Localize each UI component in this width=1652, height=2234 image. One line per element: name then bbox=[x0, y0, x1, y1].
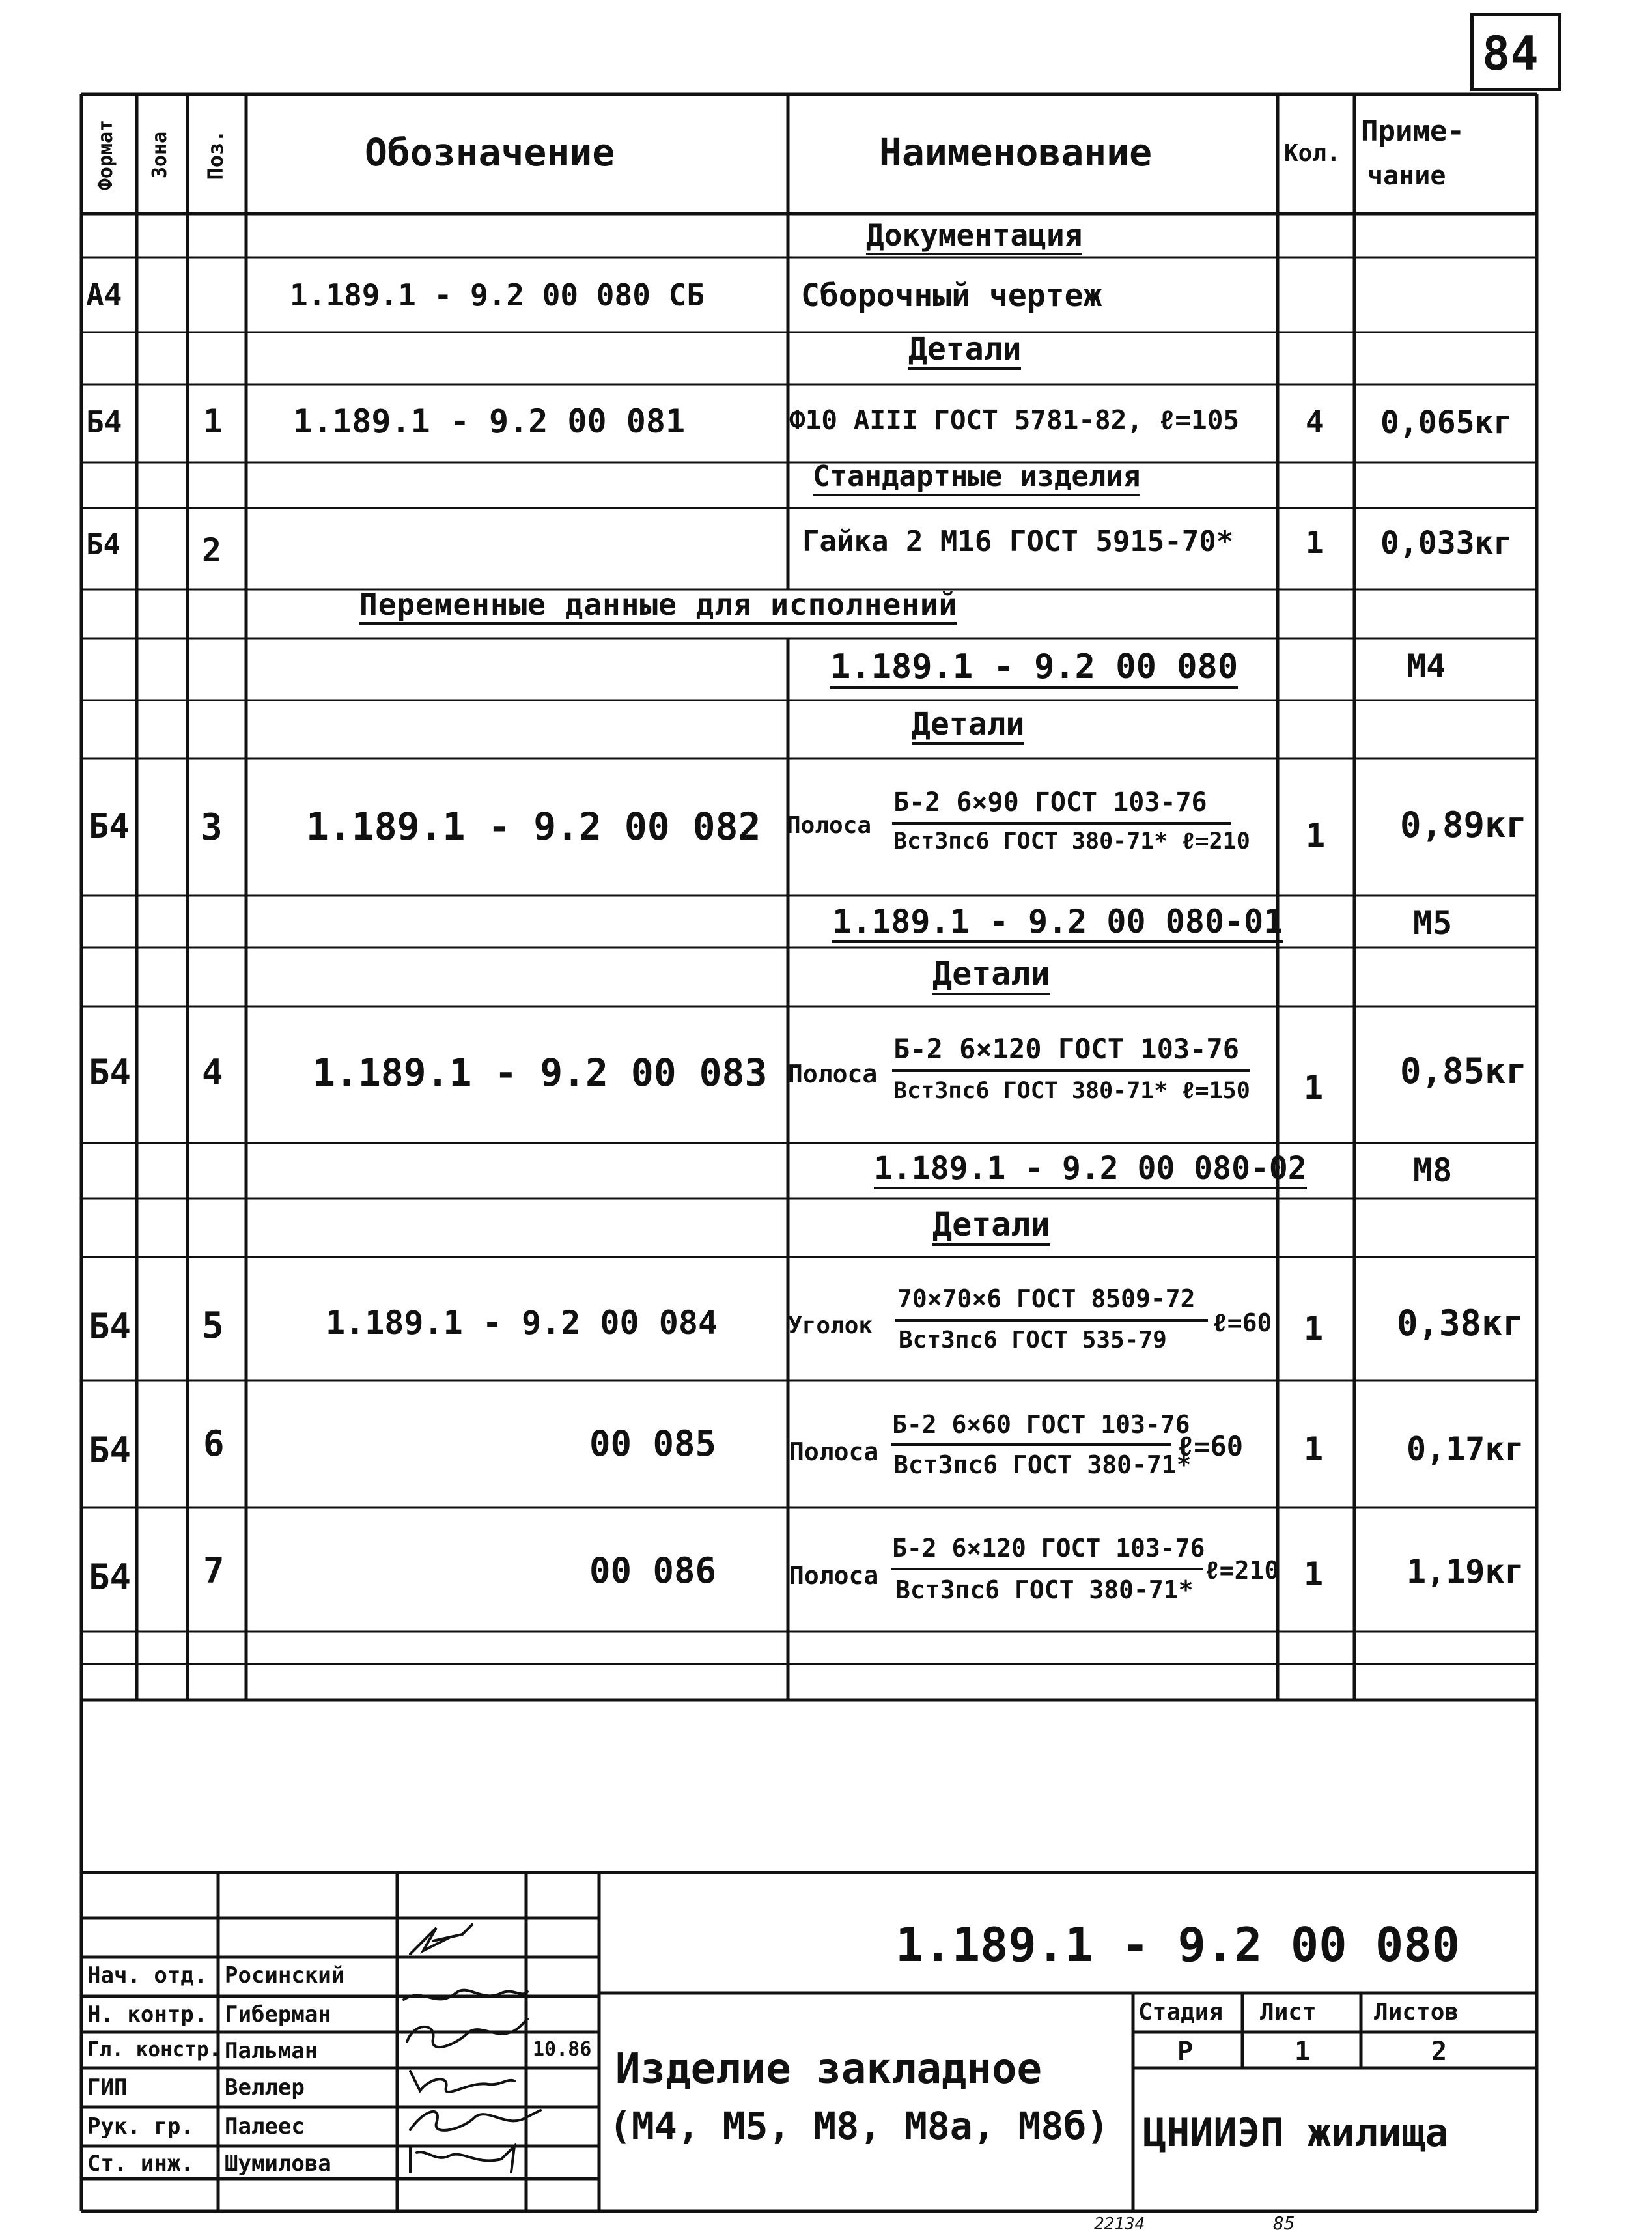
role-1: Нач. отд. bbox=[87, 1962, 208, 1988]
row-1-designation: 1.189.1 - 9.2 00 080 СБ bbox=[290, 277, 705, 313]
signature-5 bbox=[410, 2110, 540, 2130]
row-8-fraction-bottom: Вст3пс6 ГОСТ 380-71* bbox=[895, 1576, 1194, 1604]
row-6-format: Б4 bbox=[89, 1306, 132, 1347]
row-5-fraction-bar bbox=[892, 1069, 1250, 1072]
header-zone: Зона bbox=[148, 131, 171, 179]
row-2-format: Б4 bbox=[86, 404, 122, 440]
stage-value: Р bbox=[1177, 2037, 1194, 2067]
row-7-fraction-bar bbox=[891, 1443, 1171, 1446]
row-5-prefix: Полоса bbox=[788, 1060, 878, 1088]
name-4: Веллер bbox=[225, 2074, 305, 2100]
row-8-note: 1,19кг bbox=[1407, 1553, 1524, 1591]
row-8-fraction-top: Б-2 6×120 ГОСТ 103-76 bbox=[892, 1534, 1205, 1562]
role-6: Ст. инж. bbox=[87, 2151, 194, 2177]
row-6-fraction-bottom: Вст3пс6 ГОСТ 535-79 bbox=[899, 1327, 1167, 1353]
row-3-note: 0,033кг bbox=[1380, 525, 1513, 561]
row-8-qty: 1 bbox=[1304, 1555, 1324, 1593]
row-3-pos: 2 bbox=[202, 531, 222, 569]
signature-6 bbox=[410, 2146, 514, 2172]
section-standard-items: Стандартные изделия bbox=[813, 462, 1140, 496]
row-4-fraction-top: Б-2 6×90 ГОСТ 103-76 bbox=[893, 787, 1207, 817]
section-documentation: Документация bbox=[866, 220, 1082, 255]
title-line-2: (М4, М5, М8, М8а, М8б) bbox=[609, 2104, 1110, 2148]
header-qty: Кол. bbox=[1284, 140, 1341, 167]
section-parts-1: Детали bbox=[908, 333, 1021, 370]
row-8-designation: 00 086 bbox=[589, 1550, 717, 1591]
row-2-name: Ф10 АIII ГОСТ 5781-82, ℓ=105 bbox=[789, 404, 1240, 436]
row-6-designation: 1.189.1 - 9.2 00 084 bbox=[326, 1304, 718, 1342]
row-5-fraction-top: Б-2 6×120 ГОСТ 103-76 bbox=[893, 1033, 1240, 1065]
organization: ЦНИИЭП жилища bbox=[1143, 2110, 1449, 2156]
stage-label: Стадия bbox=[1138, 1999, 1224, 2026]
row-4-note: 0,89кг bbox=[1400, 804, 1528, 845]
row-7-prefix: Полоса bbox=[789, 1437, 879, 1466]
row-2-note: 0,065кг bbox=[1380, 404, 1513, 441]
row-4-prefix: Полоса bbox=[787, 812, 872, 839]
row-7-designation: 00 085 bbox=[589, 1423, 717, 1464]
sheets-value: 2 bbox=[1431, 2037, 1448, 2067]
variant-3-note: М8 bbox=[1413, 1152, 1453, 1189]
row-3-format: Б4 bbox=[86, 528, 120, 561]
row-6-fraction-top: 70×70×6 ГОСТ 8509-72 bbox=[897, 1284, 1196, 1313]
name-6: Шумилова bbox=[225, 2151, 331, 2177]
row-5-qty: 1 bbox=[1304, 1069, 1324, 1107]
section-variable-data: Переменные данные для исполнений bbox=[359, 589, 957, 625]
section-parts-4: Детали bbox=[932, 1208, 1050, 1246]
row-4-pos: 3 bbox=[201, 806, 223, 849]
row-7-format: Б4 bbox=[89, 1430, 132, 1471]
row-6-note: 0,38кг bbox=[1397, 1303, 1524, 1344]
row-4-fraction-bottom: Вст3пс6 ГОСТ 380-71* ℓ=210 bbox=[893, 828, 1250, 855]
header-note-2: чание bbox=[1367, 161, 1446, 191]
section-parts-3: Детали bbox=[932, 957, 1050, 995]
title-doc-code: 1.189.1 - 9.2 00 080 bbox=[895, 1917, 1460, 1972]
row-7-qty: 1 bbox=[1304, 1430, 1324, 1468]
row-7-fraction-top: Б-2 6×60 ГОСТ 103-76 bbox=[892, 1410, 1190, 1439]
name-2: Гиберман bbox=[225, 2001, 331, 2028]
sheet-value: 1 bbox=[1295, 2037, 1311, 2067]
row-6-qty: 1 bbox=[1304, 1310, 1324, 1348]
name-3: Пальман bbox=[225, 2038, 318, 2064]
row-6-prefix: Уголок bbox=[788, 1312, 873, 1339]
sheets-label: Листов bbox=[1374, 1999, 1459, 2026]
footer-inv: 22134 bbox=[1094, 2214, 1145, 2234]
row-8-prefix: Полоса bbox=[789, 1561, 879, 1590]
row-6-fraction-bar bbox=[895, 1319, 1208, 1322]
header-designation: Обозначение bbox=[365, 130, 615, 175]
row-2-qty: 4 bbox=[1306, 404, 1324, 440]
row-3-name: Гайка 2 М16 ГОСТ 5915-70* bbox=[802, 525, 1234, 558]
row-5-note: 0,85кг bbox=[1400, 1051, 1528, 1092]
page-number: 84 bbox=[1482, 26, 1539, 81]
row-8-tail: ℓ=210 bbox=[1205, 1556, 1280, 1585]
row-1-name: Сборочный чертеж bbox=[801, 277, 1102, 314]
variant-1-note: М4 bbox=[1407, 647, 1446, 685]
date: 10.86 bbox=[533, 2038, 592, 2061]
header-note-1: Приме- bbox=[1361, 115, 1464, 148]
row-5-designation: 1.189.1 - 9.2 00 083 bbox=[313, 1051, 768, 1095]
variant-2-note: М5 bbox=[1413, 904, 1453, 942]
header-format: Формат bbox=[94, 119, 117, 191]
row-4-format: Б4 bbox=[89, 807, 130, 846]
name-1: Росинский bbox=[225, 1962, 345, 1988]
sheet-label: Лист bbox=[1260, 1999, 1317, 2026]
variant-3-designation: 1.189.1 - 9.2 00 080-02 bbox=[874, 1153, 1307, 1189]
role-4: ГИП bbox=[87, 2074, 128, 2100]
signatures bbox=[397, 1915, 547, 2182]
signature-2 bbox=[404, 1990, 527, 2000]
row-7-fraction-bottom: Вст3пс6 ГОСТ 380-71* bbox=[893, 1450, 1192, 1479]
row-8-format: Б4 bbox=[89, 1557, 132, 1598]
variant-2-designation: 1.189.1 - 9.2 00 080-01 bbox=[832, 905, 1283, 943]
row-5-pos: 4 bbox=[202, 1052, 223, 1093]
row-4-fraction-bar bbox=[892, 822, 1231, 825]
row-4-designation: 1.189.1 - 9.2 00 082 bbox=[306, 804, 761, 849]
role-5: Рук. гр. bbox=[87, 2114, 194, 2140]
header-name: Наименование bbox=[879, 130, 1153, 175]
row-7-note: 0,17кг bbox=[1407, 1430, 1524, 1468]
row-6-tail: ℓ=60 bbox=[1212, 1308, 1272, 1337]
row-8-pos: 7 bbox=[203, 1550, 225, 1591]
row-8-fraction-bar bbox=[891, 1568, 1203, 1570]
row-1-format: А4 bbox=[86, 277, 122, 313]
role-2: Н. контр. bbox=[87, 2001, 208, 2028]
signature-4 bbox=[410, 2071, 514, 2092]
row-2-pos: 1 bbox=[203, 403, 223, 440]
header-pos: Поз. bbox=[203, 130, 228, 180]
row-7-tail: ℓ=60 bbox=[1177, 1430, 1244, 1462]
signature-1 bbox=[410, 1925, 472, 1954]
row-3-qty: 1 bbox=[1306, 525, 1324, 560]
row-5-format: Б4 bbox=[89, 1052, 132, 1093]
row-2-designation: 1.189.1 - 9.2 00 081 bbox=[293, 403, 686, 440]
signature-3 bbox=[407, 2019, 527, 2047]
row-5-fraction-bottom: Вст3пс6 ГОСТ 380-71* ℓ=150 bbox=[893, 1078, 1250, 1104]
row-7-pos: 6 bbox=[203, 1423, 225, 1464]
row-6-pos: 5 bbox=[202, 1305, 224, 1347]
title-line-1: Изделие закладное bbox=[615, 2045, 1043, 2093]
row-4-qty: 1 bbox=[1306, 817, 1326, 855]
role-3: Гл. констр. bbox=[87, 2038, 221, 2061]
footer-num: 85 bbox=[1273, 2213, 1295, 2234]
name-5: Палеес bbox=[225, 2114, 305, 2140]
variant-1-designation: 1.189.1 - 9.2 00 080 bbox=[830, 650, 1238, 689]
section-parts-2: Детали bbox=[912, 709, 1024, 745]
